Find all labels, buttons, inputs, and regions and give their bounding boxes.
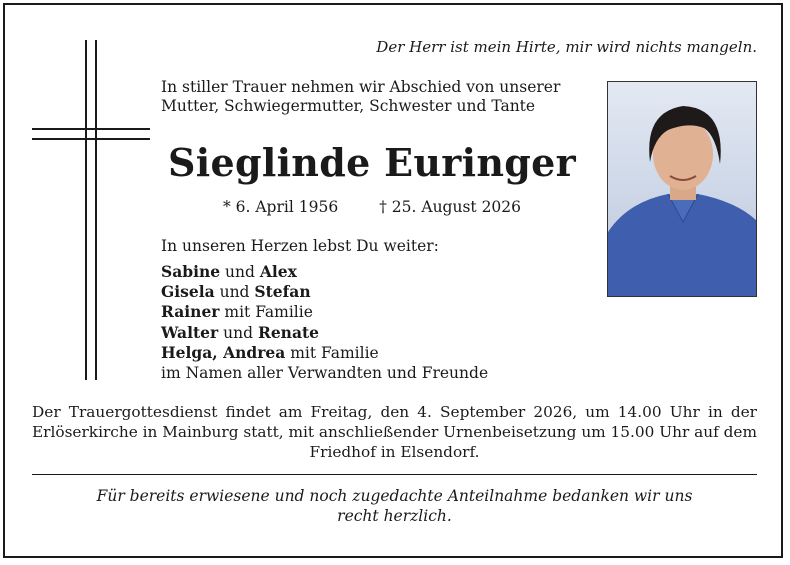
list-item: Rainer mit Familie [161, 302, 313, 322]
birth-date: * 6. April 1956 [222, 198, 339, 216]
divider [32, 474, 757, 475]
remembrance-line: In unseren Herzen lebst Du weiter: [161, 237, 439, 255]
intro-line: Mutter, Schwiegermutter, Schwester und Tante [161, 97, 536, 115]
funeral-service-info: Der Trauergottesdienst findet am Freitag, den 4. September 2026, um 14.00 Uhr in der Erlöserkirche in Mainburg statt, mit anschließender Urnenbeisetzung um 15.00 Uhr auf dem Friedhof in Elsendorf. [32, 403, 757, 461]
life-dates [162, 198, 582, 216]
thanks-line: Für bereits erwiesene und noch zugedachte Anteilnahme bedanken wir uns [96, 487, 693, 505]
intro-text [161, 78, 560, 116]
mourners-list [161, 262, 488, 383]
list-item: Sabine und Alex [161, 262, 297, 281]
list-item-closing: im Namen aller Verwandten und Freunde [161, 364, 489, 383]
list-item: Walter und Renate [161, 322, 320, 342]
cross-icon [32, 40, 150, 380]
list-item: Gisela und Stefan [161, 282, 311, 302]
thanks-note [32, 486, 757, 526]
intro-line: In stiller Trauer nehmen wir Abschied von unserer [161, 78, 561, 96]
list-item: Helga, Andrea mit Familie [161, 342, 379, 362]
deceased-name: Sieglinde Euringer [168, 140, 576, 185]
motto-verse: Der Herr ist mein Hirte, mir wird nichts mangeln. [376, 38, 757, 56]
portrait-photo [607, 81, 757, 297]
portrait-illustration [608, 82, 757, 297]
thanks-line: recht herzlich. [337, 507, 452, 525]
death-date: † 25. August 2026 [379, 198, 522, 216]
